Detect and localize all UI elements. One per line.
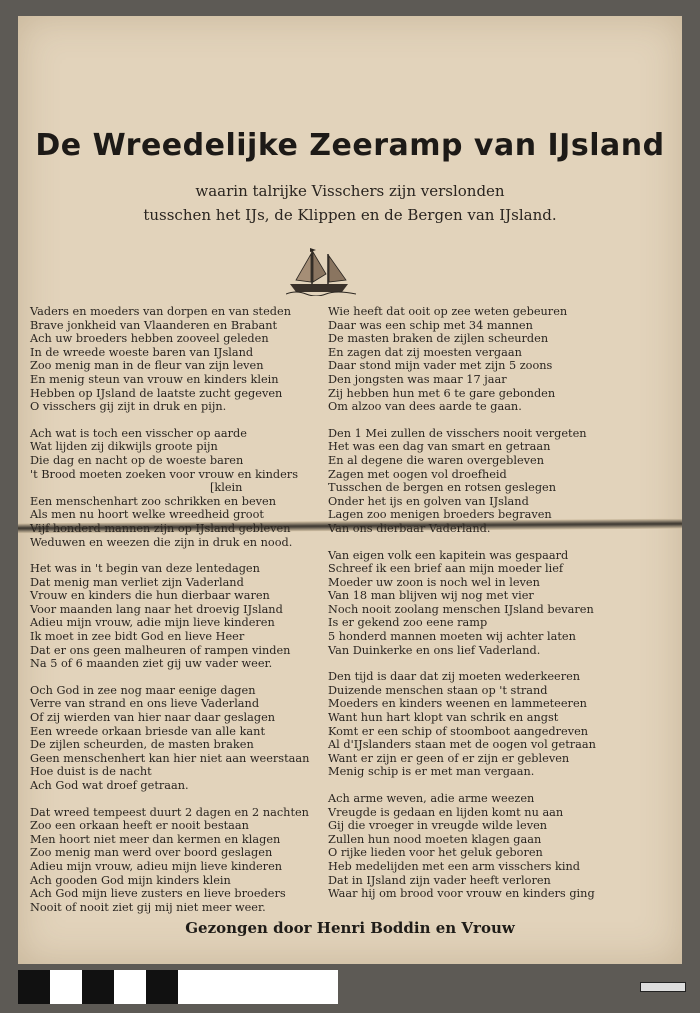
verse-line: Want er zijn er geen of er zijn er gebleven [328,751,570,765]
verse-line: Het was in 't begin van deze lentedagen [30,562,260,576]
verse-line: Moeders en kinders weenen en lammeteeren [328,697,587,711]
verse-line: Voor maanden lang naar het droevig IJsland [30,602,283,616]
stanza [328,792,673,901]
stanza [30,806,335,915]
verse-line: De zijlen scheurden, de masten braken [30,738,254,752]
verse-line: Ach arme weven, adie arme weezen [328,792,535,805]
verse-line: Na 5 of 6 maanden ziet gij uw vader weer. [30,657,273,671]
poem-title: De Wreedelijke Zeeramp van IJsland [35,128,665,163]
verse-line: 5 honderd mannen moeten wij achter laten [328,630,576,644]
verse-line: Dat wreed tempeest duurt 2 dagen en 2 nachten [30,805,309,819]
verse-line: Ach uw broeders hebben zooveel geleden [30,332,269,346]
verse-line: Ach wat is toch een visscher op aarde [30,426,247,440]
calibration-swatch [178,970,338,1004]
stanza [30,305,335,414]
verse-line: Wat lijden zij dikwijls groote pijn [30,440,218,454]
ship-illustration [286,244,356,296]
verse-line: Waar hij om brood voor vrouw en kinders ging [328,887,595,901]
subtitle-line-2: tusschen het IJs, de Klippen en de Bergen van IJsland. [143,206,557,224]
verse-line: Vrouw en kinders die hun dierbaar waren [30,589,270,603]
verse-line: Of zij wierden van hier naar daar geslagen [30,711,276,725]
verse-line: Onder het ijs en golven van IJsland [328,494,529,508]
verse-line: Weduwen en weezen die zijn in druk en nood. [30,535,293,549]
verse-line: O rijke lieden voor het geluk geboren [328,846,543,860]
verse-line: Een wreede orkaan briesde van alle kant [30,724,265,738]
verse-line: Van 18 man blijven wij nog met vier [328,589,534,603]
verse-line: Zoo een orkaan heeft er nooit bestaan [30,819,249,833]
verse-line: Hebben op IJsland de laatste zucht gegeven [30,386,283,400]
stanza [328,549,673,658]
verse-line: Ach gooden God mijn kinders klein [30,873,231,887]
verse-line: Om alzoo van dees aarde te gaan. [328,400,522,414]
verse-line: Ach God mijn lieve zusters en lieve broeders [30,887,286,901]
performer-credit: Gezongen door Henri Boddin en Vrouw [185,919,515,937]
scale-marker [640,982,686,992]
verse-line-continuation: [klein [210,481,243,495]
verse-line: Dat er ons geen malheuren of rampen vinden [30,643,291,657]
song-sheet [18,16,682,964]
verse-line: Het was een dag van smart en getraan [328,440,551,454]
verse-line: O visschers gij zijt in druk en pijn. [30,400,227,414]
verse-line: Adieu mijn vrouw, adieu mijn lieve kinderen [30,859,283,873]
verse-line: Och God in zee nog maar eenige dagen [30,683,256,697]
stanza [328,427,673,536]
verse-line: De masten braken de zijlen scheurden [328,332,549,346]
calibration-swatch [82,970,114,1004]
verse-line: Van ons dierbaar Vaderland. [328,521,491,535]
verse-line: Nooit of nooit ziet gij mij niet meer weer. [30,900,266,914]
verse-line: Adieu mijn vrouw, adie mijn lieve kinderen [30,616,275,630]
verse-line: Vaders en moeders van dorpen en van steden [30,305,291,318]
color-calibration-bar [18,970,338,1004]
verse-line: Hoe duist is de nacht [30,765,152,779]
verse-line: Noch nooit zoolang menschen IJsland bevaren [328,602,594,616]
calibration-swatch [114,970,146,1004]
calibration-swatch [18,970,50,1004]
verse-line: En al degene die waren overgebleven [328,453,544,467]
verse-line: Geen menschenhert kan hier niet aan weerstaan [30,751,310,765]
verse-line: Zagen met oogen vol droefheid [328,467,507,481]
verse-line: Al d'IJslanders staan met de oogen vol getraan [328,738,596,752]
calibration-swatch [146,970,178,1004]
verse-line: Den jongsten was maar 17 jaar [328,372,507,386]
calibration-swatch [50,970,82,1004]
verse-line: En menig steun van vrouw en kinders klein [30,372,279,386]
verse-line: Duizende menschen staan op 't strand [328,683,548,697]
verse-line: Ach God wat droef getraan. [30,779,189,792]
verse-line: Vreugde is gedaan en lijden komt nu aan [328,805,564,819]
verse-line: Tusschen de bergen en rotsen geslegen [328,481,557,495]
verse-line: Verre van strand en ons lieve Vaderland [30,697,260,711]
verse-line: Van Duinkerke en ons lief Vaderland. [328,643,541,657]
verse-line: Als men nu hoort welke wreedheid groot [30,508,264,522]
verse-line: Vijf honderd mannen zijn op IJsland gebleven [30,521,291,535]
right-column [328,305,673,914]
verse-line: Lagen zoo menigen broeders begraven [328,508,552,522]
verse-line: In de wreede woeste baren van IJsland [30,345,254,359]
verse-line: Den 1 Mei zullen de visschers nooit vergeten [328,426,587,440]
verse-line: Zullen hun nood moeten klagen gaan [328,832,542,846]
verse-line: Een menschenhart zoo schrikken en beven [30,494,276,508]
verse-line: Is er gekend zoo eene ramp [328,616,488,630]
stanza [328,670,673,779]
verse-line: Gij die vroeger in vreugde wilde leven [328,819,548,833]
stanza [328,305,673,414]
verse-line: Van eigen volk een kapitein was gespaard [328,548,569,562]
verse-line: Ik moet in zee bidt God en lieve Heer [30,630,245,644]
verse-line: Dat menig man verliet zijn Vaderland [30,575,244,589]
verse-line: Brave jonkheid van Vlaanderen en Brabant [30,318,278,332]
verse-line: Dat in IJsland zijn vader heeft verloren [328,873,551,887]
stanza [30,427,335,549]
stanza [30,684,335,793]
verse-line: Want hun hart klopt van schrik en angst [328,711,559,725]
verse-line: Men hoort niet meer dan kermen en klagen [30,832,281,846]
subtitle-line-1: waarin talrijke Visschers zijn verslonden [195,182,505,200]
verse-line: Moeder uw zoon is noch wel in leven [328,575,540,589]
verse-line: Daar stond mijn vader met zijn 5 zoons [328,359,553,373]
verse-line: Menig schip is er met man vergaan. [328,765,535,779]
verse-line: 't Brood moeten zoeken voor vrouw en kinders [30,467,298,481]
verse-line: Die dag en nacht op de woeste baren [30,453,244,467]
verse-line: Zoo menig man werd over boord geslagen [30,846,273,860]
left-column [30,305,335,927]
verse-line: Komt er een schip of stoomboot aangedreven [328,724,589,738]
verse-line: Daar was een schip met 34 mannen [328,318,533,332]
verse-line: Schreef ik een brief aan mijn moeder lief [328,562,564,576]
stanza [30,562,335,671]
verse-line: Zoo menig man in de fleur van zijn leven [30,359,264,373]
verse-line: Zij hebben hun met 6 te gare gebonden [328,386,556,400]
verse-line: Wie heeft dat ooit op zee weten gebeuren [328,305,568,318]
verse-line: En zagen dat zij moesten vergaan [328,345,522,359]
verse-line: Den tijd is daar dat zij moeten wederkeeren [328,670,581,684]
verse-line: Heb medelijden met een arm visschers kind [328,859,581,873]
